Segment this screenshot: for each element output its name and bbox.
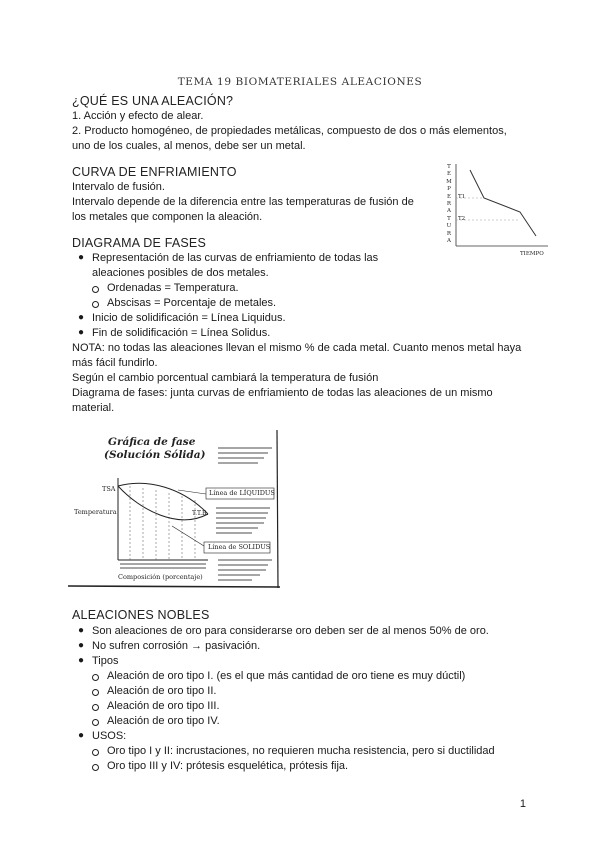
curva-line-1: Intervalo de fusión. bbox=[72, 181, 165, 193]
tipo-item: Aleación de oro tipo IV. bbox=[107, 715, 220, 727]
y-letter: T bbox=[447, 215, 451, 222]
que-es-line-3: uno de los cuales, al menos, debe ser un metal. bbox=[72, 140, 306, 152]
y-letter: A bbox=[447, 208, 451, 215]
phase-tsa-label: TSA bbox=[102, 485, 116, 493]
heading-nobles: ALEACIONES NOBLES bbox=[72, 608, 210, 622]
phase-diagram-figure bbox=[68, 430, 280, 590]
cooling-mark-t2: T2 bbox=[458, 216, 466, 222]
nobles-bullet-2: No sufren corrosión → pasivación. bbox=[92, 640, 261, 652]
cooling-curve-chart bbox=[440, 160, 552, 266]
que-es-line-2: 2. Producto homogéneo, de propiedades metálicas, compuesto de dos o más elementos, bbox=[72, 125, 507, 137]
phase-title-line-2: (Solución Sólida) bbox=[104, 449, 206, 461]
diagrama-sub-1: Ordenadas = Temperatura. bbox=[107, 282, 239, 294]
phase-title-line-1: Gráfica de fase bbox=[108, 436, 196, 448]
y-letter: R bbox=[446, 230, 452, 237]
segun-line: Según el cambio porcentual cambiará la temperatura de fusión bbox=[72, 372, 379, 384]
diagrama-bullet-3: Fin de solidificación = Línea Solidus. bbox=[92, 327, 271, 339]
phase-ttb-label: T.T.B. bbox=[192, 510, 209, 517]
tipo-item: Aleación de oro tipo I. (es el que más cantidad de oro tiene es muy dúctil) bbox=[107, 670, 466, 682]
heading-diagrama: DIAGRAMA DE FASES bbox=[72, 236, 206, 250]
diagrama-bullet-1-line-2: aleaciones posibles de dos metales. bbox=[92, 267, 269, 279]
nobles-bullet-1: Son aleaciones de oro para considerarse oro deben ser de al menos 50% de oro. bbox=[92, 625, 489, 637]
usos-item: Oro tipo I y II: incrustaciones, no requieren mucha resistencia, pero si ductilidad bbox=[107, 745, 495, 757]
tipo-item: Aleación de oro tipo II. bbox=[107, 685, 217, 697]
phase-temperatura-label: Temperatura bbox=[74, 508, 117, 516]
sub-bullet-circle bbox=[92, 301, 99, 308]
phase-liquidus-label: Línea de LÍQUIDUS bbox=[209, 489, 275, 497]
y-letter: T bbox=[447, 164, 451, 170]
sub-bullet-circle bbox=[92, 764, 99, 771]
y-letter: E bbox=[446, 193, 451, 200]
curva-line-2: Intervalo depende de la diferencia entre las temperaturas de fusión de bbox=[72, 196, 414, 208]
bullet-dot: ● bbox=[78, 640, 85, 651]
sub-bullet-circle bbox=[92, 704, 99, 711]
cooling-y-label bbox=[445, 164, 453, 245]
bullet-dot: ● bbox=[78, 312, 85, 323]
cooling-mark-t1: T1 bbox=[458, 194, 466, 200]
document-title: TEMA 19 BIOMATERIALES ALEACIONES bbox=[177, 76, 423, 88]
phase-composicion-label: Composición (porcentaje) bbox=[118, 573, 203, 581]
diagrama-def-line-1: Diagrama de fases: junta curvas de enfriamiento de todas las aleaciones de un mismo bbox=[72, 387, 493, 399]
scan-bottom-edge bbox=[68, 586, 280, 587]
diagrama-def-line-2: material. bbox=[72, 402, 115, 414]
bullet-dot: ● bbox=[78, 252, 85, 263]
nobles-bullet-3: Tipos bbox=[92, 655, 119, 667]
tipo-item: Aleación de oro tipo III. bbox=[107, 700, 220, 712]
sub-bullet-circle bbox=[92, 286, 99, 293]
y-letter: A bbox=[447, 238, 451, 245]
usos-item: Oro tipo III y IV: prótesis esquelética, prótesis fija. bbox=[107, 760, 349, 772]
phase-solidus-label: Línea de SOLIDUS bbox=[208, 543, 271, 551]
bullet-dot: ● bbox=[78, 625, 85, 636]
nota-line-1: NOTA: no todas las aleaciones llevan el mismo % de cada metal. Cuanto menos metal haya bbox=[72, 342, 522, 354]
sub-bullet-circle bbox=[92, 674, 99, 681]
cooling-curve-line bbox=[470, 170, 536, 236]
y-letter: U bbox=[446, 223, 452, 230]
diagrama-sub-2: Abscisas = Porcentaje de metales. bbox=[107, 297, 277, 309]
sub-bullet-circle bbox=[92, 749, 99, 756]
curva-line-3: los metales que componen la aleación. bbox=[72, 211, 263, 223]
sub-bullet-circle bbox=[92, 719, 99, 726]
page-number: 1 bbox=[519, 798, 526, 810]
bullet-dot: ● bbox=[78, 327, 85, 338]
bullet-dot: ● bbox=[78, 730, 85, 741]
y-letter: M bbox=[446, 178, 452, 185]
diagrama-bullet-2: Inicio de solidificación = Línea Liquidus. bbox=[92, 312, 286, 324]
diagrama-bullet-1-line-1: Representación de las curvas de enfriamiento de todas las bbox=[92, 252, 379, 264]
sub-bullet-circle bbox=[92, 689, 99, 696]
y-letter: P bbox=[447, 186, 451, 193]
heading-curva: CURVA DE ENFRIAMIENTO bbox=[72, 165, 237, 179]
y-letter: E bbox=[446, 171, 451, 178]
nobles-bullet-4: USOS: bbox=[92, 730, 127, 742]
heading-que-es: ¿QUÉ ES UNA ALEACIÓN? bbox=[72, 94, 234, 108]
bullet-dot: ● bbox=[78, 655, 85, 666]
cooling-x-label: TIEMPO bbox=[520, 251, 544, 257]
que-es-line-1: 1. Acción y efecto de alear. bbox=[72, 110, 204, 122]
y-letter: R bbox=[446, 201, 452, 208]
nota-line-2: más fácil fundirlo. bbox=[72, 357, 158, 369]
